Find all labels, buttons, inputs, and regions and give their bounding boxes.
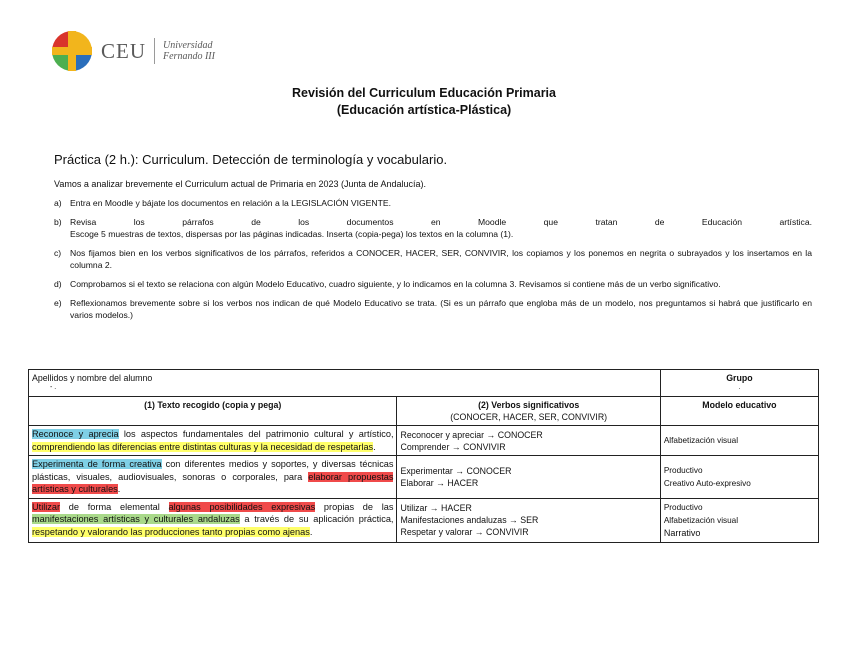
group-value: .: [738, 384, 741, 391]
table-row: [29, 498, 819, 542]
highlight-verb: Experimenta de forma creativa: [32, 459, 162, 469]
student-name-cell[interactable]: [29, 370, 661, 397]
highlight-verb: manifestaciones artísticas y culturales andaluzas: [32, 514, 240, 524]
logo-university-name: [163, 40, 215, 62]
text-cell[interactable]: [29, 456, 397, 499]
verb-line: Elaborar → HACER: [400, 477, 479, 488]
verb-line: Comprender → CONVIVIR: [400, 441, 506, 452]
student-name-label: Apellidos y nombre del alumno: [32, 373, 153, 383]
column-header-verbs: [397, 397, 660, 426]
model-cell[interactable]: [660, 456, 818, 499]
student-name-value: - .: [50, 384, 57, 391]
step-text: Nos fijamos bien en los verbos significativos de los párrafos, referidos a CONOCER, HACER, SER, CONVIVIR, los copiamos y los ponemos en negrita o subrayados y los insertamos en la columna 2.: [70, 248, 812, 270]
step-text: Comprobamos si el texto se relaciona con algún Modelo Educativo, cuadro siguiente, y lo indicamos en la columna 3. Revisamos si contiene más de un verbo significativo.: [70, 279, 721, 289]
document-title: Revisión del Curriculum Educación Primaria: [292, 86, 556, 100]
student-row: [29, 370, 819, 397]
model-line: Creativo Auto-expresivo: [663, 478, 751, 488]
text-fragment: a través de su aplicación práctica,: [239, 514, 394, 524]
text-fragment: .: [117, 484, 121, 494]
table-row: [29, 456, 819, 499]
step-letter: c): [54, 248, 62, 258]
highlight-verb: algunas posibilidades expresivas: [168, 501, 316, 512]
model-line: Productivo: [663, 502, 703, 512]
text-fragment: .: [309, 526, 313, 537]
text-fragment: los aspectos fundamentales del patrimonio cultural y artístico,: [118, 429, 394, 439]
practice-heading: Práctica (2 h.): Curriculum. Detección de terminología y vocabulario.: [54, 152, 448, 167]
verb-line: Respetar y valorar → CONVIVIR: [400, 527, 529, 537]
text-fragment: .: [373, 441, 376, 452]
ceu-emblem-icon: [52, 31, 92, 71]
verbs-cell[interactable]: [397, 456, 660, 499]
highlight-verb: comprendiendo las diferencias entre distintas culturas y la necesidad de respetarlas: [32, 441, 374, 452]
group-cell[interactable]: [660, 370, 818, 397]
model-line: Alfabetización visual: [663, 515, 739, 525]
model-line: Alfabetización visual: [663, 436, 739, 445]
verbs-cell[interactable]: [397, 498, 660, 542]
text-cell[interactable]: [29, 426, 397, 456]
text-cell[interactable]: [29, 498, 397, 542]
list-item: [54, 278, 812, 290]
document-subtitle: (Educación artística-Plástica): [336, 103, 512, 117]
intro-text: Vamos a analizar brevemente el Curriculum actual de Primaria en 2023 (Junta de Andalucía).: [54, 179, 427, 189]
step-letter: d): [54, 279, 62, 289]
model-cell[interactable]: [660, 426, 818, 456]
verb-line: Experimentar → CONOCER: [400, 465, 512, 476]
group-label: Grupo: [726, 373, 753, 383]
column-header-verbs-title: (2) Verbos significativos: [478, 400, 580, 410]
logo-line1: Universidad: [163, 40, 213, 51]
table-row: [29, 426, 819, 456]
table-header-row: [29, 397, 819, 426]
verb-line: Manifestaciones andaluzas → SER: [400, 515, 539, 525]
highlight-verb: elaborar propuestas artísticas y culturales: [32, 471, 394, 494]
step-text: Entra en Moodle y bájate los documentos en relación a la LEGISLACIÓN VIGENTE.: [70, 198, 391, 208]
text-fragment: con diferentes medios y soportes, y diversas técnicas plásticas, visuales, audiovisuales, sonoras o corporales, para: [32, 459, 394, 482]
step-text: Revisa los párrafos de los documentos en Moodle que tratan de Educación artística.: [70, 217, 812, 227]
model-cell[interactable]: [660, 498, 818, 542]
column-header-model: Modelo educativo: [660, 397, 818, 426]
instructions-list: [54, 197, 812, 328]
model-line: Narrativo: [663, 527, 701, 538]
step-letter: e): [54, 298, 62, 308]
logo-divider: [154, 38, 155, 64]
verb-line: Reconocer y apreciar → CONOCER: [400, 429, 543, 440]
logo-brand: CEU: [101, 38, 146, 63]
university-logo: [52, 30, 215, 72]
list-item: [54, 247, 812, 271]
text-fragment: propias de las: [315, 501, 394, 512]
column-header-verbs-sub: (CONOCER, HACER, SER, CONVIVIR): [450, 412, 608, 422]
list-item: [54, 197, 812, 209]
verb-line: Utilizar → HACER: [400, 503, 472, 513]
text-fragment: de forma elemental: [60, 501, 169, 512]
analysis-table: [28, 369, 819, 543]
column-header-text: (1) Texto recogido (copia y pega): [29, 397, 397, 426]
model-line: Productivo: [663, 465, 703, 475]
list-item: [54, 297, 812, 321]
step-text-continued: Escoge 5 muestras de textos, dispersas por las páginas indicadas. Inserta (copia-pega) los textos en la columna (1).: [70, 229, 514, 239]
highlight-verb: Reconoce y aprecia: [32, 429, 119, 439]
step-letter: a): [54, 198, 62, 208]
list-item: [54, 216, 812, 240]
step-text: Reflexionamos brevemente sobre si los verbos nos indican de qué Modelo Educativo se trata. (Si es un párrafo que engloba más de un modelo, nos preguntamos si habrá que justificarlo en varios modelos.): [70, 298, 812, 320]
verbs-cell[interactable]: [397, 426, 660, 456]
step-letter: b): [54, 217, 62, 227]
highlight-verb: Utilizar: [32, 501, 61, 512]
highlight-verb: respetando y valorando las producciones tanto propias como ajenas: [32, 526, 310, 537]
logo-line2: Fernando III: [163, 51, 215, 62]
